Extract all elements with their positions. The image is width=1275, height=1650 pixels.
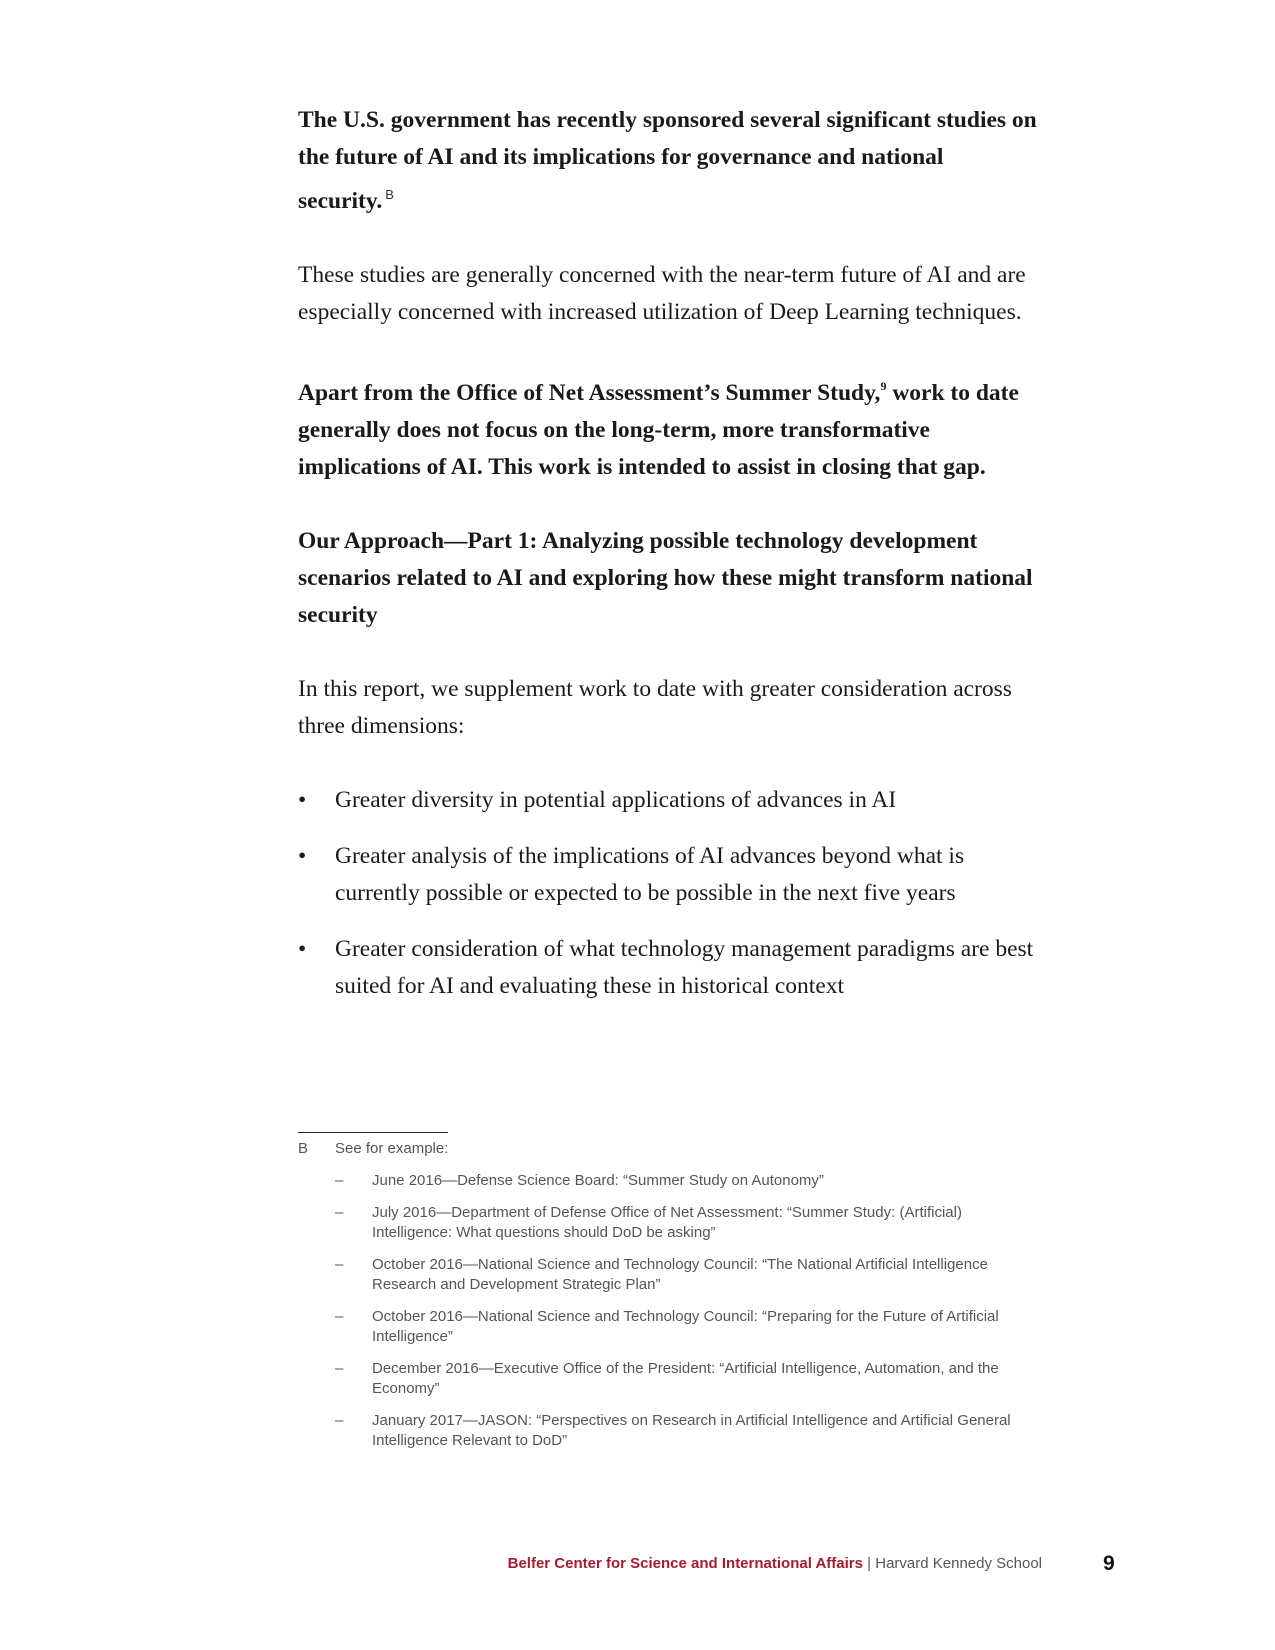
footnote-item bbox=[335, 1359, 1043, 1399]
footnote-item-text: October 2016—National Science and Technology Council: “Preparing for the Future of Artificial Intelligence” bbox=[372, 1308, 999, 1345]
main-content bbox=[298, 102, 1043, 1024]
footnote-item bbox=[335, 1255, 1043, 1295]
footer-school-name: Harvard Kennedy School bbox=[875, 1555, 1042, 1572]
footnote-item bbox=[335, 1307, 1043, 1347]
bullet-icon: • bbox=[298, 936, 307, 962]
list-item bbox=[298, 838, 1043, 912]
footnote-item-text: July 2016—Department of Defense Office of Net Assessment: “Summer Study: (Artificial) Intelligence: What questions should DoD be asking” bbox=[372, 1204, 962, 1241]
paragraph-near-term bbox=[298, 257, 1043, 331]
footnote-b bbox=[298, 1139, 1043, 1159]
footnote-item bbox=[335, 1411, 1043, 1451]
dash-icon: – bbox=[335, 1308, 344, 1325]
paragraph-text: These studies are generally concerned with the near-term future of AI and are especially concerned with increased utilization of Deep Learning techniques. bbox=[298, 262, 1026, 325]
footer-org-name: Belfer Center for Science and International Affairs bbox=[507, 1555, 863, 1572]
footnote-divider bbox=[298, 1132, 448, 1133]
dash-icon: – bbox=[335, 1204, 344, 1221]
footnote-item bbox=[335, 1203, 1043, 1243]
list-item-text: Greater consideration of what technology management paradigms are best suited for AI and evaluating these in historical context bbox=[335, 936, 1034, 999]
footnote-ref-b[interactable]: B bbox=[385, 187, 394, 202]
footnote-marker: B bbox=[298, 1140, 309, 1157]
footnote-item-text: January 2017—JASON: “Perspectives on Research in Artificial Intelligence and Artificial General Intelligence Relevant to DoD” bbox=[372, 1412, 1011, 1449]
footer-attribution bbox=[508, 1555, 1042, 1572]
footnote-ref-9[interactable]: 9 bbox=[880, 379, 887, 393]
paragraph-text: The U.S. government has recently sponsored several significant studies on the future of AI and its implications for governance and national security. bbox=[298, 107, 1037, 214]
footnote-intro: See for example: bbox=[335, 1140, 449, 1157]
page-number: 9 bbox=[1103, 1552, 1115, 1575]
footnote-item-text: December 2016—Executive Office of the President: “Artificial Intelligence, Automation, and the Economy” bbox=[372, 1360, 999, 1397]
bullet-icon: • bbox=[298, 787, 307, 813]
paragraph-text: In this report, we supplement work to date with greater consideration across three dimensions: bbox=[298, 676, 1012, 739]
paragraph-net-assessment bbox=[298, 368, 1043, 486]
list-item-text: Greater diversity in potential applications of advances in AI bbox=[335, 787, 897, 813]
footnote-item-text: June 2016—Defense Science Board: “Summer Study on Autonomy” bbox=[372, 1172, 824, 1189]
footnote-item-text: October 2016—National Science and Technology Council: “The National Artificial Intelligence Research and Development Strategic Plan” bbox=[372, 1256, 988, 1293]
paragraph-text-before: Apart from the Office of Net Assessment’s Summer Study, bbox=[298, 380, 881, 406]
list-item bbox=[298, 782, 1043, 819]
heading-text: Our Approach—Part 1: Analyzing possible technology development scenarios related to AI and exploring how these might transform national security bbox=[298, 528, 1033, 628]
footer-separator: | bbox=[863, 1555, 876, 1572]
dash-icon: – bbox=[335, 1172, 344, 1189]
dash-icon: – bbox=[335, 1256, 344, 1273]
list-item-text: Greater analysis of the implications of AI advances beyond what is currently possible or expected to be possible in the next five years bbox=[335, 843, 965, 906]
dash-icon: – bbox=[335, 1360, 344, 1377]
footnote-list bbox=[298, 1171, 1043, 1451]
dimensions-list bbox=[298, 782, 1043, 1005]
bullet-icon: • bbox=[298, 843, 307, 869]
paragraph-text-after: work to date generally does not focus on the long-term, more transformative implications of AI. This work is intended to assist in closing that gap. bbox=[298, 380, 1019, 480]
paragraph-three-dimensions bbox=[298, 671, 1043, 745]
footnote-item bbox=[335, 1171, 1043, 1191]
paragraph-government-studies bbox=[298, 102, 1043, 220]
list-item bbox=[298, 931, 1043, 1005]
footnotes bbox=[298, 1132, 1043, 1463]
section-heading-approach bbox=[298, 523, 1043, 634]
dash-icon: – bbox=[335, 1412, 344, 1429]
